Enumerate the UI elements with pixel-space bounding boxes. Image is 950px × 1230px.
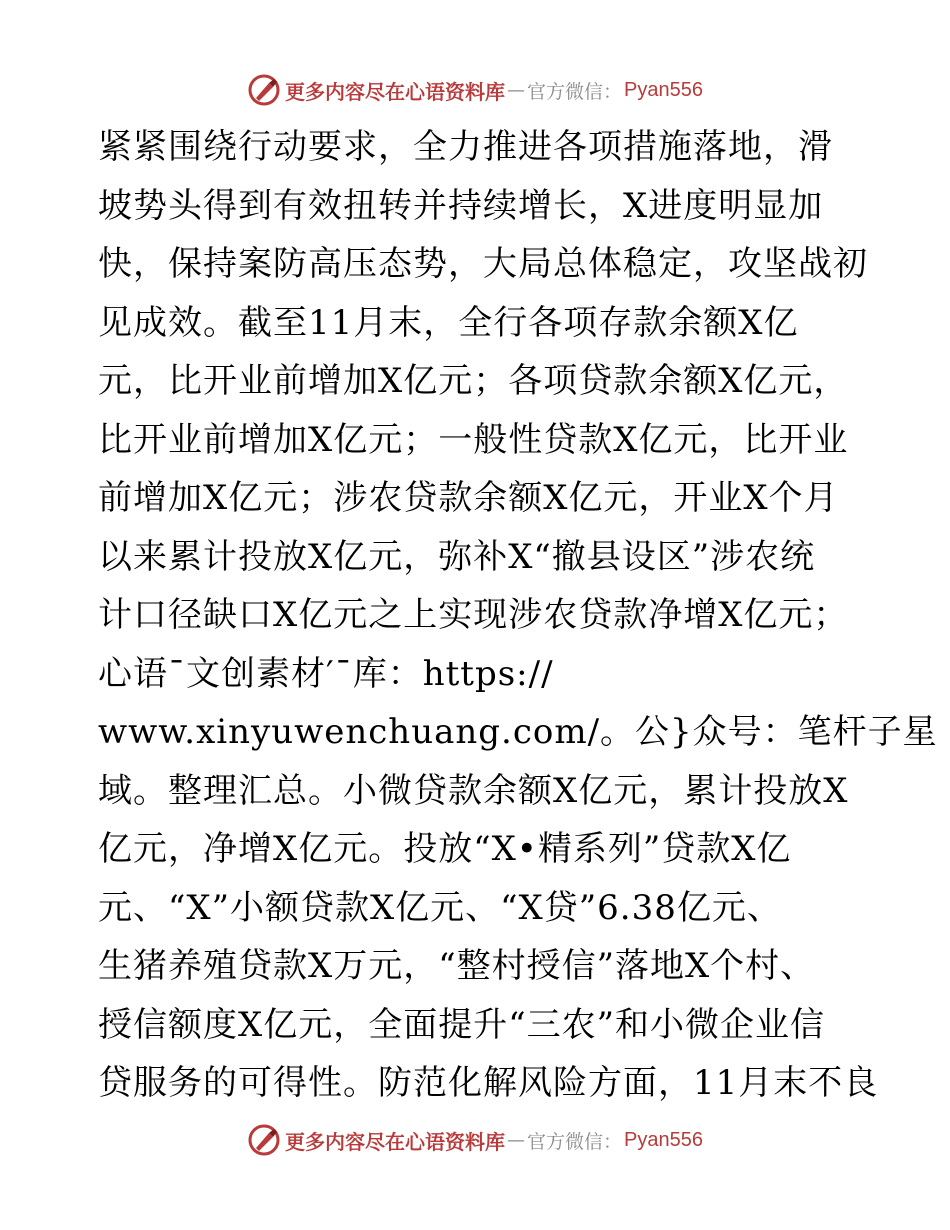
- body-line: 元，比开业前增加X亿元；各项贷款余额X亿元，: [98, 361, 849, 401]
- footer-wechat-label: 官方微信：: [527, 1130, 623, 1153]
- body-line: 快，保持案防高压态势，大局总体稳定，攻坚战初: [98, 244, 868, 284]
- body-line: 前增加X亿元；涉农贷款余额X亿元，开业X个月: [98, 478, 839, 518]
- document-body: [98, 118, 938, 1113]
- body-line: 计口径缺口X亿元之上实现涉农贷款净增X亿元；: [98, 595, 849, 635]
- body-line: 授信额度X亿元，全面提升“三农”和小微企业信: [98, 1004, 825, 1045]
- header-wechat-label: 官方微信：: [527, 80, 623, 103]
- body-line: 坡势头得到有效扭转并持续增长，X进度明显加: [98, 185, 824, 226]
- footer-separator: —: [507, 1129, 525, 1151]
- body-line: 见成效。截至11月末，全行各项存款余额X亿: [98, 302, 799, 343]
- header-banner: [0, 70, 950, 110]
- body-line: 生猪养殖贷款X万元，“整村授信”落地X个村、: [98, 946, 816, 986]
- body-line: 亿元，净增X亿元。投放“X•精系列”贷款X亿: [98, 829, 792, 869]
- body-line: 域。整理汇总。小微贷款余额X亿元，累计投放X: [98, 770, 849, 811]
- footer-brand-text: 更多内容尽在心语资料库: [285, 1129, 505, 1154]
- body-line: 心语¯文创素材′¯库：https://: [98, 653, 554, 694]
- body-line: 以来累计投放X亿元，弥补X“撤县设区”涉农统: [98, 536, 816, 577]
- header-wechat-id: Pyan556: [624, 78, 703, 101]
- body-line: www.xinyuwenchuang.com/。公}众号：笔杆子星: [98, 712, 938, 752]
- pen-nib-logo-icon: [247, 73, 281, 107]
- body-line: 比开业前增加X亿元；一般性贷款X亿元，比开业: [98, 419, 849, 460]
- body-line: 贷服务的可得性。防范化解风险方面，11月末不良: [98, 1063, 879, 1103]
- body-line: 紧紧围绕行动要求，全力推进各项措施落地，滑: [98, 127, 833, 167]
- pen-nib-logo-icon: [247, 1123, 281, 1157]
- header-separator: —: [507, 79, 525, 101]
- header-brand-text: 更多内容尽在心语资料库: [285, 79, 505, 104]
- footer-banner: [0, 1120, 950, 1160]
- footer-wechat-id: Pyan556: [624, 1128, 703, 1151]
- body-line: 元、“X”小额贷款X亿元、“X贷”6.38亿元、: [98, 887, 782, 928]
